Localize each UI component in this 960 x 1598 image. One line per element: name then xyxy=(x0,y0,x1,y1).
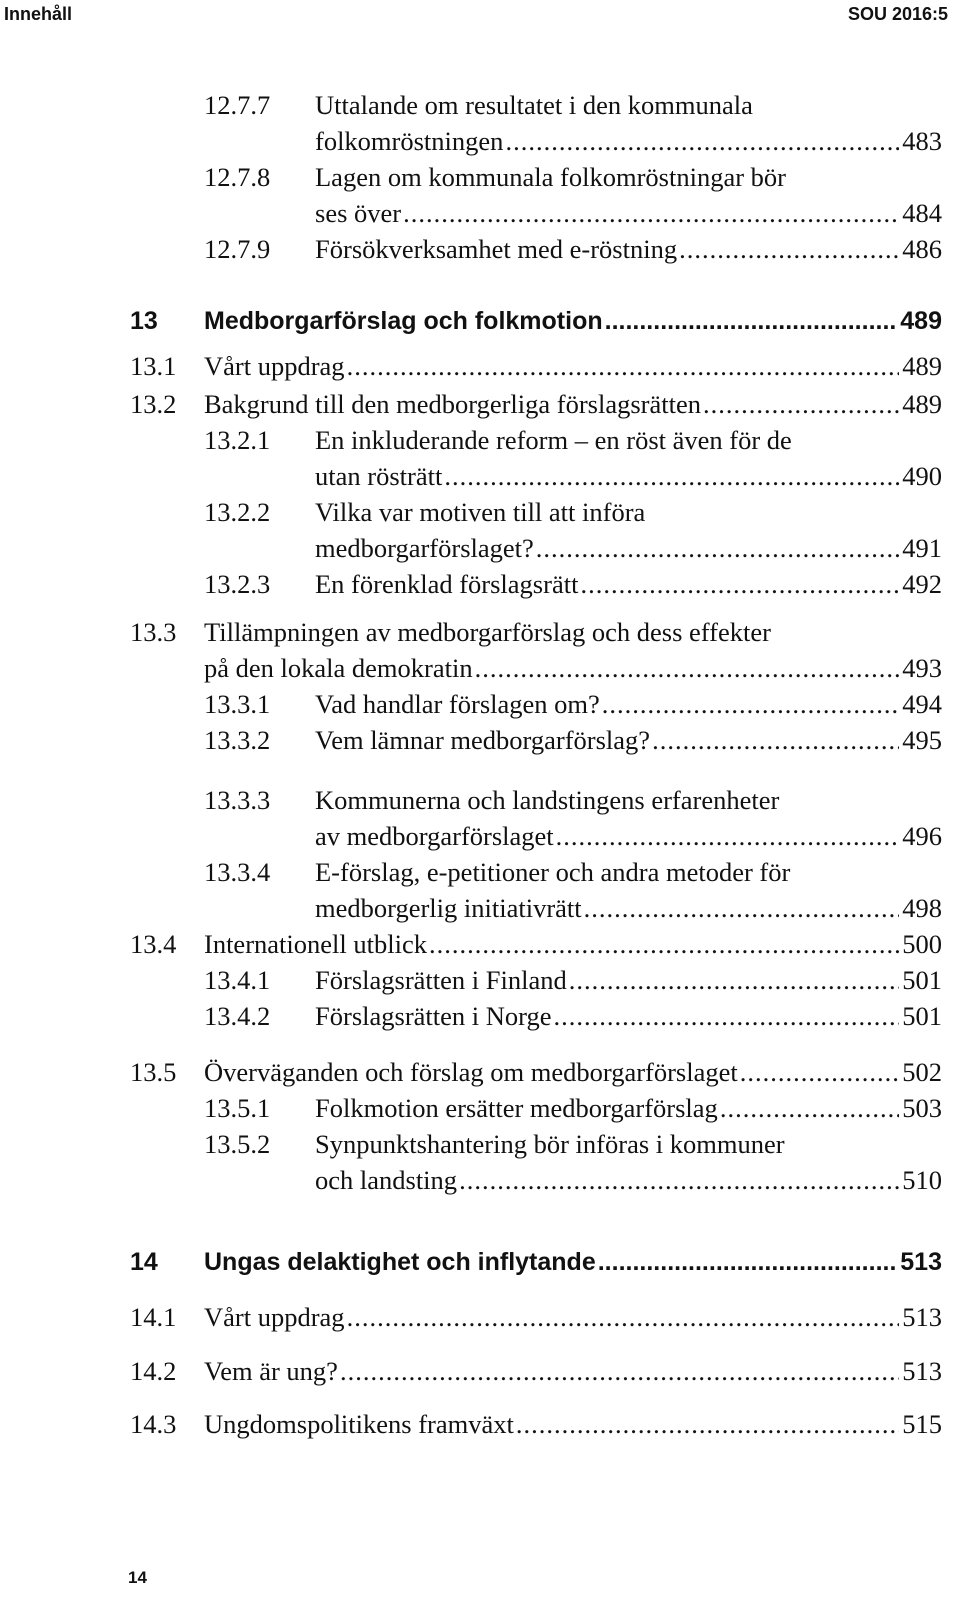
dot-leader xyxy=(347,348,900,384)
toc-entry-number: 13.2.2 xyxy=(204,497,271,527)
toc-entry-number: 12.7.7 xyxy=(204,90,271,120)
dot-leader xyxy=(703,386,899,422)
toc-page-number: 489 xyxy=(902,389,942,419)
dot-leader xyxy=(720,1090,899,1126)
toc-entry-number: 13.3.4 xyxy=(204,857,271,887)
toc-entry-title: folkomröstningen xyxy=(315,126,504,156)
toc-entry-number: 13.4.2 xyxy=(204,1001,271,1031)
toc-entry-number: 13.5.1 xyxy=(204,1093,271,1123)
header-section-label: Innehåll xyxy=(4,4,73,24)
toc-page-number: 489 xyxy=(900,307,942,335)
dot-leader xyxy=(584,890,900,926)
toc-page-number: 493 xyxy=(902,653,942,683)
toc-entry-number: 13.2.3 xyxy=(204,569,271,599)
toc-entry-number: 13.3.2 xyxy=(204,725,271,755)
toc-entry-title: medborgarförslaget? xyxy=(315,533,534,563)
toc-entry-title: Kommunerna och landstingens erfarenheter xyxy=(315,785,780,815)
toc-page-number: 501 xyxy=(902,965,942,995)
toc-page-number: 486 xyxy=(902,234,942,264)
dot-leader xyxy=(554,998,900,1034)
toc-entry-title: ses över xyxy=(315,198,402,228)
toc-entry-title: Uttalande om resultatet i den kommunala xyxy=(315,90,753,120)
toc-page-number: 490 xyxy=(902,461,942,491)
toc-page-number: 494 xyxy=(902,689,942,719)
dot-leader xyxy=(536,530,899,566)
dot-leader xyxy=(652,722,899,758)
toc-entry-number: 13.3.1 xyxy=(204,689,271,719)
toc-entry-title: Vem är ung? xyxy=(204,1356,338,1386)
toc-entry-number: 13 xyxy=(130,307,158,335)
toc-entry-title: på den lokala demokratin xyxy=(204,653,473,683)
toc-entry-title: Ungdomspolitikens framväxt xyxy=(204,1409,514,1439)
toc-page-number: 510 xyxy=(902,1165,942,1195)
toc-entry-number: 12.7.9 xyxy=(204,234,271,264)
toc-page-number: 503 xyxy=(902,1093,942,1123)
dot-leader xyxy=(459,1162,899,1198)
toc-entry-title: Överväganden och förslag om medborgarförslaget xyxy=(204,1057,738,1087)
toc-entry-title: En förenklad förslagsrätt xyxy=(315,569,579,599)
dot-leader xyxy=(444,458,899,494)
toc-page-number: 513 xyxy=(902,1302,942,1332)
dot-leader xyxy=(580,566,899,602)
dot-leader xyxy=(740,1054,900,1090)
toc-page-number: 500 xyxy=(902,929,942,959)
dot-leader xyxy=(598,1244,898,1280)
toc-page-number: 484 xyxy=(902,198,942,228)
header-document-id: SOU 2016:5 xyxy=(847,4,948,24)
dot-leader xyxy=(679,231,899,267)
toc-entry-title: Lagen om kommunala folkomröstningar bör xyxy=(315,162,787,192)
toc-entry-title: Synpunktshantering bör införas i kommuner xyxy=(315,1129,785,1159)
dot-leader xyxy=(605,303,898,339)
toc-entry-number: 12.7.8 xyxy=(204,162,271,192)
toc-page-number: 495 xyxy=(902,725,942,755)
toc-entry-title: Medborgarförslag och folkmotion xyxy=(204,307,603,335)
toc-page-number: 502 xyxy=(902,1057,942,1087)
toc-entry-number: 14 xyxy=(130,1248,158,1276)
toc-entry-title: av medborgarförslaget xyxy=(315,821,554,851)
toc-entry-title: Vårt uppdrag xyxy=(204,1302,345,1332)
toc-page-number: 489 xyxy=(902,351,942,381)
dot-leader xyxy=(340,1353,899,1389)
toc-page-number: 491 xyxy=(902,533,942,563)
toc-page-number: 492 xyxy=(902,569,942,599)
toc-entry-title: Vad handlar förslagen om? xyxy=(315,689,600,719)
toc-entry-number: 13.2 xyxy=(130,389,177,419)
toc-page-number: 513 xyxy=(902,1356,942,1386)
toc-entry-title: Folkmotion ersätter medborgarförslag xyxy=(315,1093,718,1123)
dot-leader xyxy=(429,926,899,962)
dot-leader xyxy=(602,686,899,722)
toc-entry-title: Vilka var motiven till att införa xyxy=(315,497,646,527)
toc-entry-title: utan rösträtt xyxy=(315,461,443,491)
dot-leader xyxy=(569,962,900,998)
dot-leader xyxy=(475,650,900,686)
toc-entry-title: E-förslag, e-petitioner och andra metoder för xyxy=(315,857,791,887)
toc-page-number: 496 xyxy=(902,821,942,851)
toc-page-number: 515 xyxy=(902,1409,942,1439)
toc-entry-number: 13.5.2 xyxy=(204,1129,271,1159)
toc-entry-title: Internationell utblick xyxy=(204,929,427,959)
toc-entry-title: Vårt uppdrag xyxy=(204,351,345,381)
toc-entry-number: 13.3 xyxy=(130,617,177,647)
toc-entry-number: 13.1 xyxy=(130,351,177,381)
toc-entry-number: 14.3 xyxy=(130,1409,177,1439)
toc-entry-title: och landsting xyxy=(315,1165,458,1195)
toc-entry-title: Försökverksamhet med e-röstning xyxy=(315,234,678,264)
toc-entry-number: 14.2 xyxy=(130,1356,177,1386)
toc-page-number: 483 xyxy=(902,126,942,156)
toc-entry-number: 13.4 xyxy=(130,929,177,959)
toc-entry-title: medborgerlig initiativrätt xyxy=(315,893,582,923)
dot-leader xyxy=(556,818,900,854)
toc-entry-title: En inkluderande reform – en röst även för de xyxy=(315,425,792,455)
toc-entry-title: Förslagsrätten i Norge xyxy=(315,1001,552,1031)
toc-entry-title: Vem lämnar medborgarförslag? xyxy=(315,725,651,755)
toc-entry-number: 13.5 xyxy=(130,1057,177,1087)
toc-entry-title: Förslagsrätten i Finland xyxy=(315,965,567,995)
toc-entry-title: Bakgrund till den medborgerliga förslagsrätten xyxy=(204,389,701,419)
toc-entry-number: 13.4.1 xyxy=(204,965,271,995)
toc-page-number: 513 xyxy=(900,1248,942,1276)
toc-entry-title: Ungas delaktighet och inflytande xyxy=(204,1248,596,1276)
toc-entry-number: 14.1 xyxy=(130,1302,177,1332)
toc-entry-number: 13.2.1 xyxy=(204,425,271,455)
dot-leader xyxy=(505,123,899,159)
toc-entry-number: 13.3.3 xyxy=(204,785,271,815)
toc-entry-title: Tillämpningen av medborgarförslag och dess effekter xyxy=(204,617,771,647)
toc-page-number: 501 xyxy=(902,1001,942,1031)
dot-leader xyxy=(347,1299,900,1335)
dot-leader xyxy=(403,195,899,231)
dot-leader xyxy=(516,1406,899,1442)
page-number: 14 xyxy=(128,1568,147,1587)
toc-page-number: 498 xyxy=(902,893,942,923)
